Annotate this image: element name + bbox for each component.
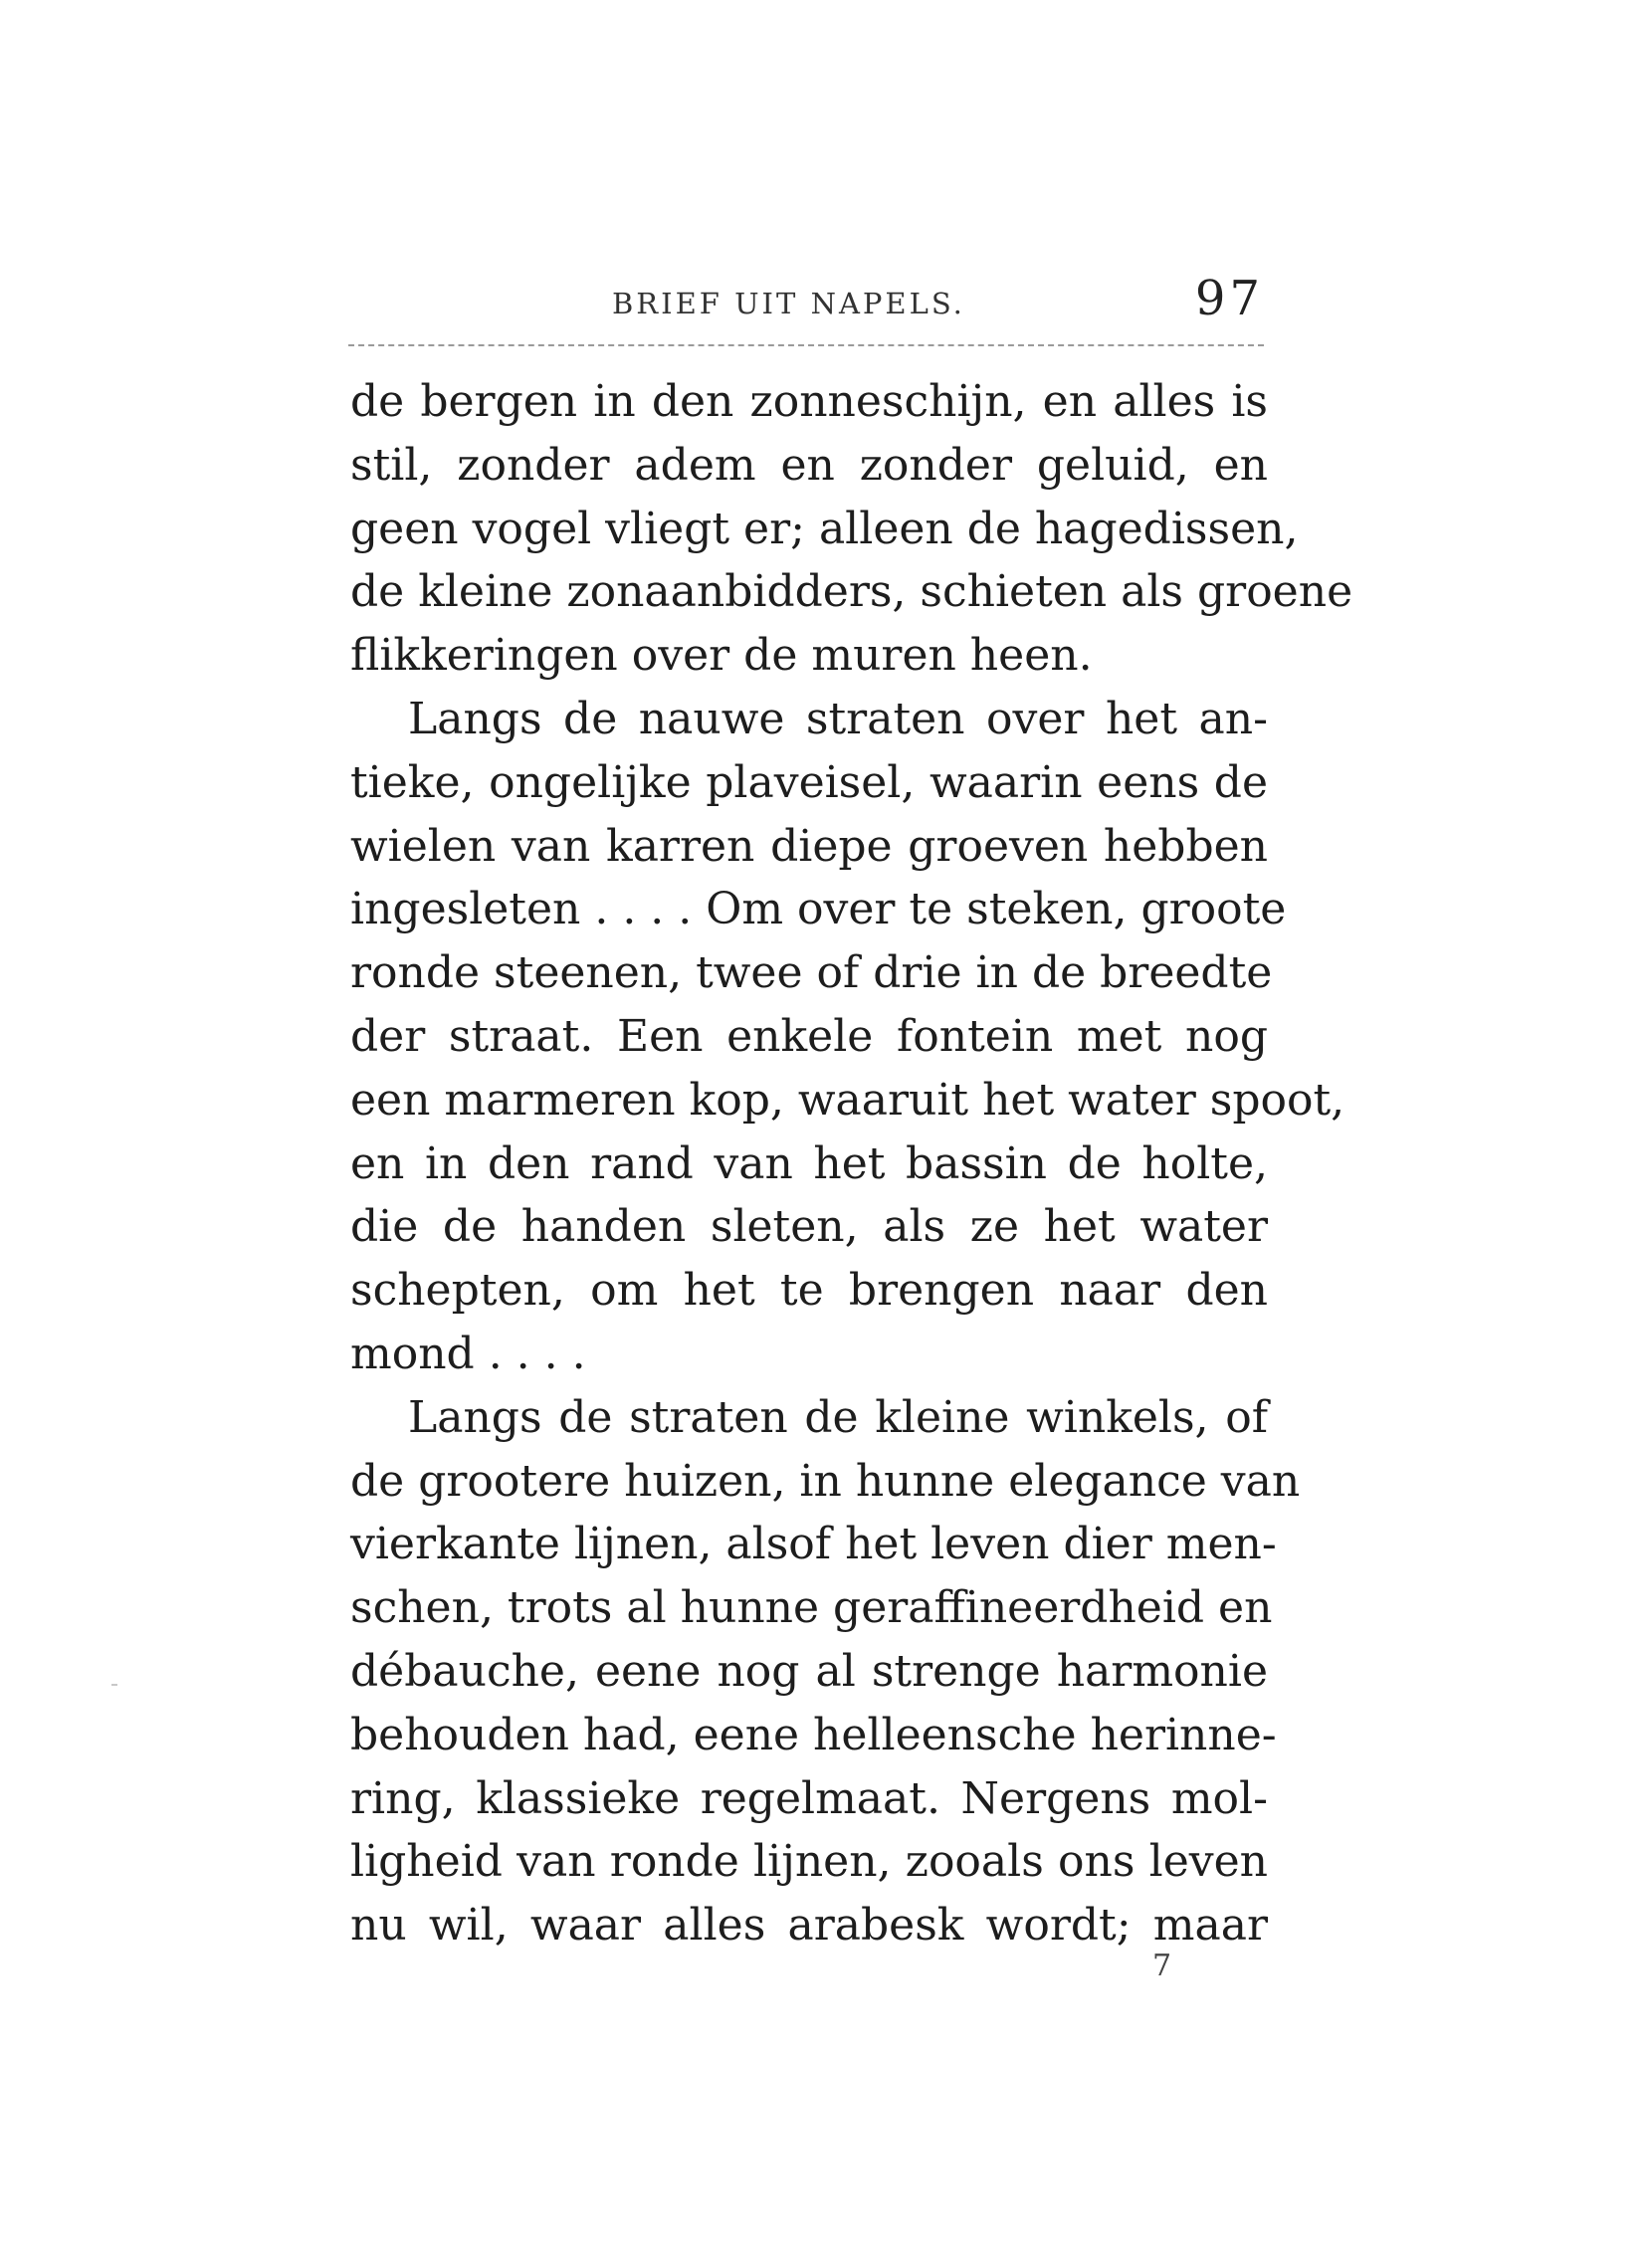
text-line: tieke, ongelijke plaveisel, waarin eens de [350, 756, 1268, 808]
text-line: geen vogel vliegt er; alleen de hagedissen, [350, 503, 1299, 554]
text-line: de bergen in den zonneschijn, en alles is [350, 376, 1268, 427]
text-line: ring, klassieke regelmaat. Nergens mol- [350, 1772, 1268, 1824]
text-line: vierkante lijnen, alsof het leven dier men- [350, 1519, 1277, 1570]
text-line: een marmeren kop, waaruit het water spoot, [350, 1074, 1345, 1126]
text-line: ingesleten . . . . Om over te steken, groote [350, 884, 1287, 935]
text-line: en in den rand van het bassin de holte, [350, 1137, 1268, 1189]
header-rule [348, 344, 1264, 346]
signature-mark: 7 [1152, 1949, 1172, 1983]
page-number: 97 [1194, 271, 1264, 326]
text-line: der straat. Een enkele fontein met nog [350, 1010, 1268, 1062]
text-line: behouden had, eene helleensche herinne- [350, 1709, 1277, 1760]
margin-speck [111, 1684, 117, 1686]
text-line: schepten, om het te brengen naar den [350, 1265, 1268, 1317]
text-line: débauche, eene nog al strenge harmonie [350, 1645, 1268, 1697]
running-title: BRIEF UIT NAPELS. [612, 287, 965, 320]
text-line: die de handen sleten, als ze het water [350, 1201, 1268, 1253]
text-line: de grootere huizen, in hunne elegance van [350, 1455, 1301, 1507]
text-line: stil, zonder adem en zonder geluid, en [350, 439, 1268, 491]
text-line: wielen van karren diepe groeven hebben [350, 820, 1268, 872]
text-line: schen, trots al hunne geraffineerdheid en [350, 1582, 1273, 1634]
text-line: ronde steenen, twee of drie in de breedte [350, 947, 1273, 999]
paragraph-first-line: Langs de nauwe straten over het an- [408, 693, 1268, 744]
text-line: flikkeringen over de muren heen. [350, 630, 1093, 682]
text-line: ligheid van ronde lijnen, zooals ons leven [350, 1836, 1268, 1888]
text-line: mond . . . . [350, 1328, 586, 1379]
body-text [350, 370, 1353, 1957]
running-head [348, 269, 1264, 338]
paragraph-first-line: Langs de straten de kleine winkels, of [408, 1391, 1268, 1443]
text-line: nu wil, waar alles arabesk wordt; maar [350, 1900, 1268, 1952]
text-line: de kleine zonaanbidders, schieten als groene [350, 566, 1353, 618]
